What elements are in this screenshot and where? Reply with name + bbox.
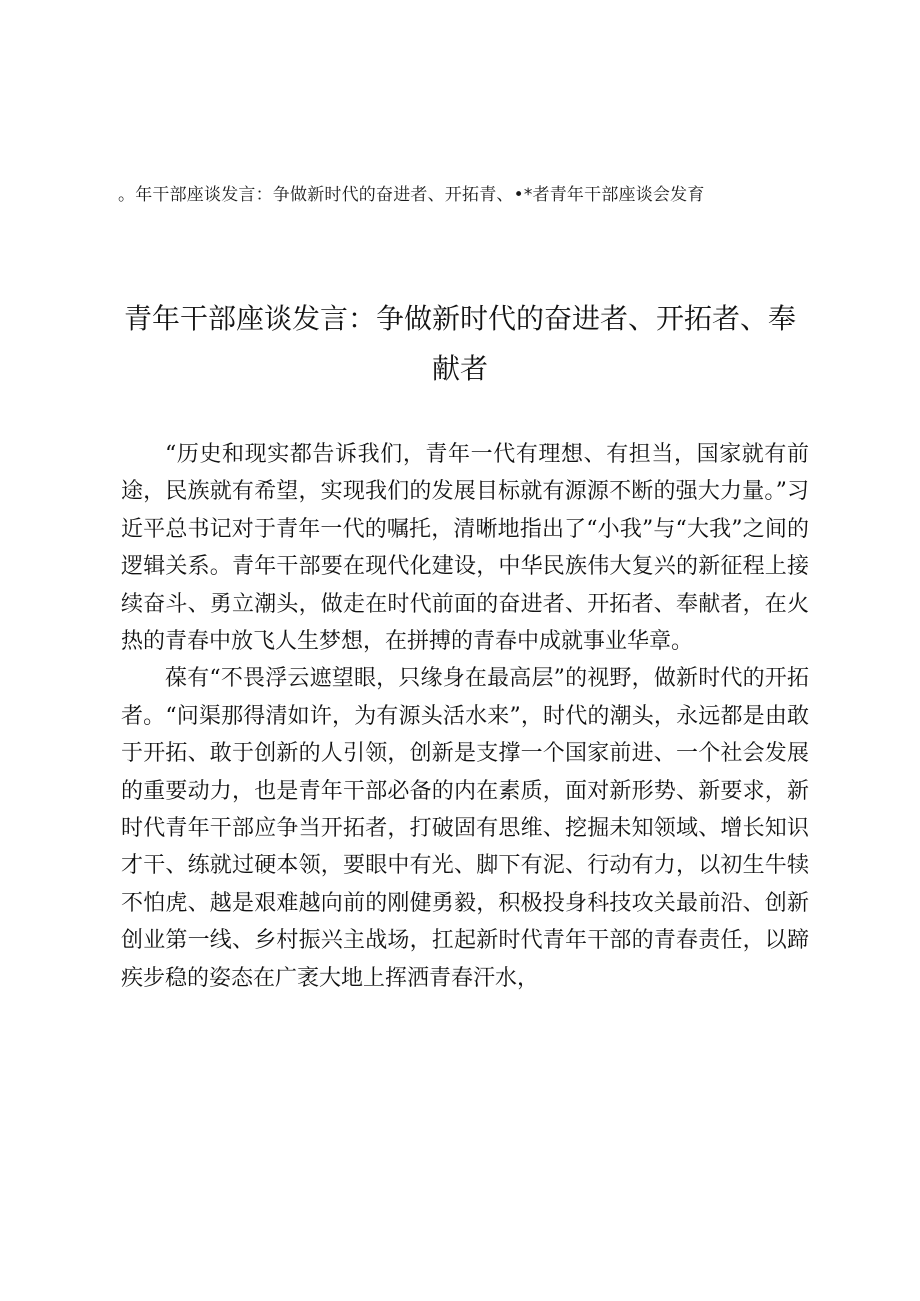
document-title: 青年干部座谈发言：争做新时代的奋进者、开拓者、奉献者	[123, 302, 796, 385]
paragraph: 葆有“不畏浮云遮望眼，只缘身在最高层”的视野，做新时代的开拓者。“问渠那得清如许，为有源头活水来”，时代的潮头，永远都是由敢于开拓、敢于创新的人引领，创新是支撑一个国家前进、一个社会发展的重要动力，也是青年干部必备的内在素质，面对新形势、新要求，新时代青年干部应争当开拓者，打破固有思维、挖掘未知领域、增长知识才干、练就过硬本领，要眼中有光、脚下有泥、行动有力，以初生牛犊不怕虎、越是艰难越向前的刚健勇毅，积极投身科技攻关最前沿、创新创业第一线、乡村振兴主战场，扛起新时代青年干部的青春责任，以蹄疾步稳的姿态在广袤大地上挥洒青春汗水，	[121, 666, 809, 991]
paragraph: “历史和现实都告诉我们，青年一代有理想、有担当，国家就有前途，民族就有希望，实现我们的发展目标就有源源不断的强大力量。”习近平总书记对于青年一代的嘱托，清晰地指出了“小我”与“大我”之间的逻辑关系。青年干部要在现代化建设，中华民族伟大复兴的新征程上接续奋斗、勇立潮头，做走在时代前面的奋进者、开拓者、奉献者，在火热的青春中放飞人生梦想，在拼搏的青春中成就事业华章。	[121, 442, 809, 655]
document-body	[121, 436, 809, 997]
document-header: 。年干部座谈发言：争做新时代的奋进者、开拓青、•*者青年干部座谈会发育	[118, 185, 705, 205]
